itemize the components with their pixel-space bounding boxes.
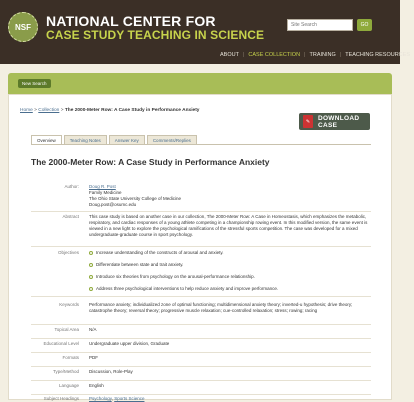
- nav-separator: |: [242, 52, 245, 58]
- objective-text: Differentiate between state and trait anxiety.: [96, 262, 184, 267]
- tab-comments-replies[interactable]: Comments/Replies: [147, 135, 197, 144]
- main-nav: [216, 52, 414, 58]
- subject-link-sports-science[interactable]: Sports Science: [114, 396, 145, 401]
- tab-underline: [31, 144, 371, 145]
- search-go-button[interactable]: GO: [357, 19, 372, 31]
- objective-item: [89, 250, 375, 256]
- topical-area-value: N/A: [89, 327, 97, 332]
- objective-item: [89, 286, 375, 292]
- divider: [31, 246, 371, 247]
- objective-text: Introduce six theories from psychology on the arousal-performance relationship.: [96, 274, 255, 279]
- breadcrumb-collection[interactable]: Collection: [38, 108, 60, 113]
- nav-teaching-resources[interactable]: TEACHING RESOURCES: [345, 52, 410, 58]
- org-name-line1[interactable]: NATIONAL CENTER FOR: [46, 13, 216, 29]
- nav-case-collection[interactable]: CASE COLLECTION: [248, 52, 301, 58]
- subject-link-psychology[interactable]: Psychology: [89, 396, 112, 401]
- site-search-input[interactable]: [287, 19, 353, 31]
- divider: [31, 338, 371, 339]
- divider: [31, 296, 371, 297]
- author-department: Family Medicine: [89, 190, 122, 195]
- objective-text: Increase understanding of the constructs of arousal and anxiety.: [96, 250, 224, 255]
- download-case-button[interactable]: [299, 113, 370, 130]
- language-value: English: [89, 383, 104, 388]
- nav-separator: |: [339, 52, 342, 58]
- abstract-label: Abstract: [62, 214, 79, 219]
- pdf-icon: ✎: [303, 115, 313, 128]
- divider: [31, 211, 371, 212]
- toolbar: [8, 73, 392, 94]
- download-label: DOWNLOAD CASE: [317, 114, 360, 129]
- divider: [31, 366, 371, 367]
- divider: [31, 352, 371, 353]
- author-label: Author:: [64, 184, 79, 189]
- objectives-list: [89, 250, 375, 298]
- divider: [31, 394, 371, 395]
- bullet-icon: [89, 275, 93, 279]
- tab-overview[interactable]: Overview: [31, 135, 62, 144]
- nsf-logo[interactable]: [8, 12, 38, 42]
- abstract-text: This case study is based on another case in our collection, The 2000-Meter Row: A Case in Homeostasis, which emphasizes the metabolic, respiratory, and cardiac responses of a young athlete competing in a championship rowing event. In this modified version, the same event is viewed in a new light to explore the psychological ramifications of the stressful sports competition. The case was developed for a mixed undergraduate-graduate course in sport psychology.: [89, 214, 368, 237]
- educational-level-label: Educational Level: [43, 341, 79, 346]
- educational-level-value: Undergraduate upper division, Graduate: [89, 341, 170, 346]
- org-name-line2[interactable]: CASE STUDY TEACHING IN SCIENCE: [46, 28, 265, 42]
- breadcrumb: [20, 108, 199, 113]
- language-label: Language: [58, 383, 79, 388]
- topical-area-label: Topical Area: [54, 327, 79, 332]
- formats-value: PDF: [89, 355, 98, 360]
- breadcrumb-current: The 2000-Meter Row: A Case Study in Performance Anxiety: [64, 108, 200, 113]
- type-method-label: Type/Method: [52, 369, 79, 374]
- author-value: [89, 184, 375, 208]
- breadcrumb-separator: >: [60, 108, 65, 113]
- logo-text: NSF: [15, 22, 31, 32]
- page-title: The 2000-Meter Row: A Case Study in Performance Anxiety: [31, 157, 270, 167]
- objective-text: Address three psychological interventions to help reduce anxiety and improve performance.: [96, 286, 279, 291]
- case-content: [8, 94, 392, 400]
- nav-about[interactable]: ABOUT: [220, 52, 239, 58]
- nav-separator: |: [304, 52, 306, 58]
- objectives-label: Objectives: [57, 250, 79, 255]
- type-method-value: Discussion, Role-Play: [89, 369, 133, 374]
- bullet-icon: [89, 263, 93, 267]
- divider: [31, 380, 371, 381]
- bullet-icon: [89, 287, 93, 291]
- divider: [31, 324, 371, 325]
- subject-headings-label: Subject Headings: [43, 396, 79, 401]
- tab-teaching-notes[interactable]: Teaching Notes: [64, 135, 107, 144]
- breadcrumb-separator: >: [34, 108, 39, 113]
- keywords-label: Keywords: [59, 302, 79, 307]
- objective-item: [89, 262, 375, 268]
- objective-item: [89, 274, 375, 280]
- new-search-button[interactable]: New Search: [18, 79, 51, 88]
- subject-headings-value: Psychology, Sports Science: [89, 396, 145, 401]
- case-tabs: [31, 135, 199, 144]
- author-email: Doug.post@osumc.edu: [89, 202, 137, 207]
- author-name-link[interactable]: Doug R. Post: [89, 184, 116, 189]
- tab-answer-key[interactable]: Answer Key: [109, 135, 145, 144]
- breadcrumb-home[interactable]: Home: [20, 108, 33, 113]
- site-header: [0, 0, 410, 64]
- formats-label: Formats: [62, 355, 79, 360]
- bullet-icon: [89, 251, 93, 255]
- keywords-text: Performance anxiety; individualized zone of optimal functioning; multidimensional anxiety theory; inverted-u hypothesis; drive theory; catastrophe theory; reversal theory; progressive muscle relaxation; cue-controlled relaxation; stress; rowing; racing: [89, 302, 353, 313]
- nav-training[interactable]: TRAINING: [309, 52, 336, 58]
- author-institution: The Ohio State University College of Medicine: [89, 196, 182, 201]
